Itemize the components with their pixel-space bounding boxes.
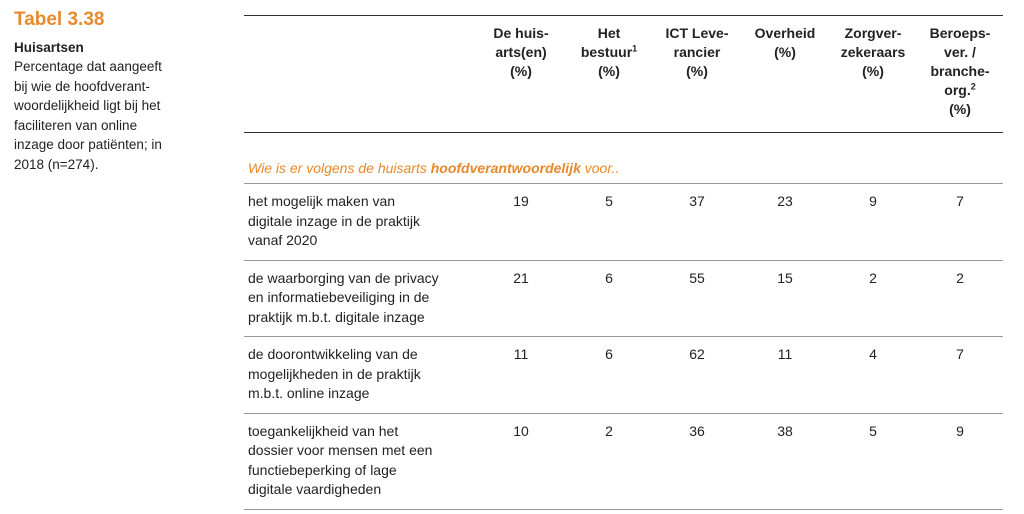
- data-table-container: [244, 15, 1003, 510]
- column-header-bestuur: Het bestuur$^1$ (%): [580, 25, 638, 79]
- table-row: [244, 413, 1003, 509]
- table-row: [244, 337, 1003, 414]
- row-label: het mogelijk maken van digitale inzage in de praktijk vanaf 2020: [248, 193, 420, 248]
- cell-value: 6: [605, 269, 613, 286]
- row-label: toegankelijkheid van het dossier voor mensen met een functiebeperking of lage digitale vaardigheden: [248, 422, 433, 497]
- table-description: [14, 57, 204, 174]
- table-title: Huisartsen: [14, 40, 84, 55]
- cell-value: 10: [513, 422, 529, 439]
- row-label: de waarborging van de privacy en informatiebeveiliging in de praktijk m.b.t. digitale inzage: [248, 269, 439, 325]
- cell-value: 2: [956, 269, 964, 286]
- footnote-marker: 2: [970, 81, 976, 92]
- description-line: inzage door patiënten; in: [14, 137, 162, 152]
- description-line: faciliteren van online: [14, 117, 138, 133]
- cell-value: 5: [605, 193, 613, 209]
- description-line: woordelijkheid ligt bij het: [14, 98, 161, 113]
- cell-value: 23: [777, 193, 793, 209]
- responsibility-table: [244, 15, 1003, 510]
- cell-value: 2: [869, 269, 877, 286]
- cell-value: 37: [689, 193, 705, 209]
- table-row: [244, 260, 1003, 337]
- cell-value: 11: [513, 346, 529, 362]
- footnote-marker: 1: [632, 43, 638, 54]
- header-row: [244, 16, 1003, 133]
- cell-value: 9: [956, 422, 964, 439]
- column-header-overheid: Overheid (%): [754, 25, 816, 60]
- column-header-huisarts: De huis- arts(en) (%): [493, 25, 549, 79]
- cell-value: 9: [869, 193, 877, 209]
- cell-value: 55: [689, 269, 705, 286]
- column-header-zorgverzekeraars: Zorgver- zekeraars (%): [840, 25, 906, 79]
- column-header-beroepsvereniging: Beroeps- ver. / branche- org.$^2$ (%): [929, 25, 991, 117]
- cell-value: 36: [689, 422, 705, 439]
- table-caption: [14, 8, 204, 174]
- cell-value: 2: [605, 422, 613, 439]
- cell-value: 21: [513, 269, 529, 286]
- cell-value: 15: [777, 269, 793, 286]
- table-row: [244, 184, 1003, 261]
- cell-value: 7: [956, 346, 964, 362]
- cell-value: 6: [605, 346, 613, 362]
- section-heading: Wie is er volgens de huisarts hoofdverantwoordelijk voor..: [248, 160, 620, 176]
- description-line: Percentage dat aangeeft: [14, 59, 162, 74]
- cell-value: 19: [513, 193, 529, 209]
- description-line: bij wie de hoofdverant-: [14, 78, 150, 94]
- header-empty: [244, 16, 477, 133]
- row-label: de doorontwikkeling van de mogelijkheden in de praktijk m.b.t. online inzage: [248, 346, 421, 401]
- cell-value: 4: [869, 346, 877, 362]
- cell-value: 38: [777, 422, 793, 439]
- cell-value: 5: [869, 422, 877, 439]
- cell-value: 7: [956, 193, 964, 209]
- section-header-row: [244, 133, 1003, 184]
- cell-value: 11: [777, 346, 793, 362]
- table-number: Tabel 3.38: [14, 9, 105, 30]
- cell-value: 62: [689, 346, 705, 362]
- description-line: 2018 (n=274).: [14, 156, 99, 172]
- column-header-ict: ICT Leve- rancier (%): [665, 25, 729, 79]
